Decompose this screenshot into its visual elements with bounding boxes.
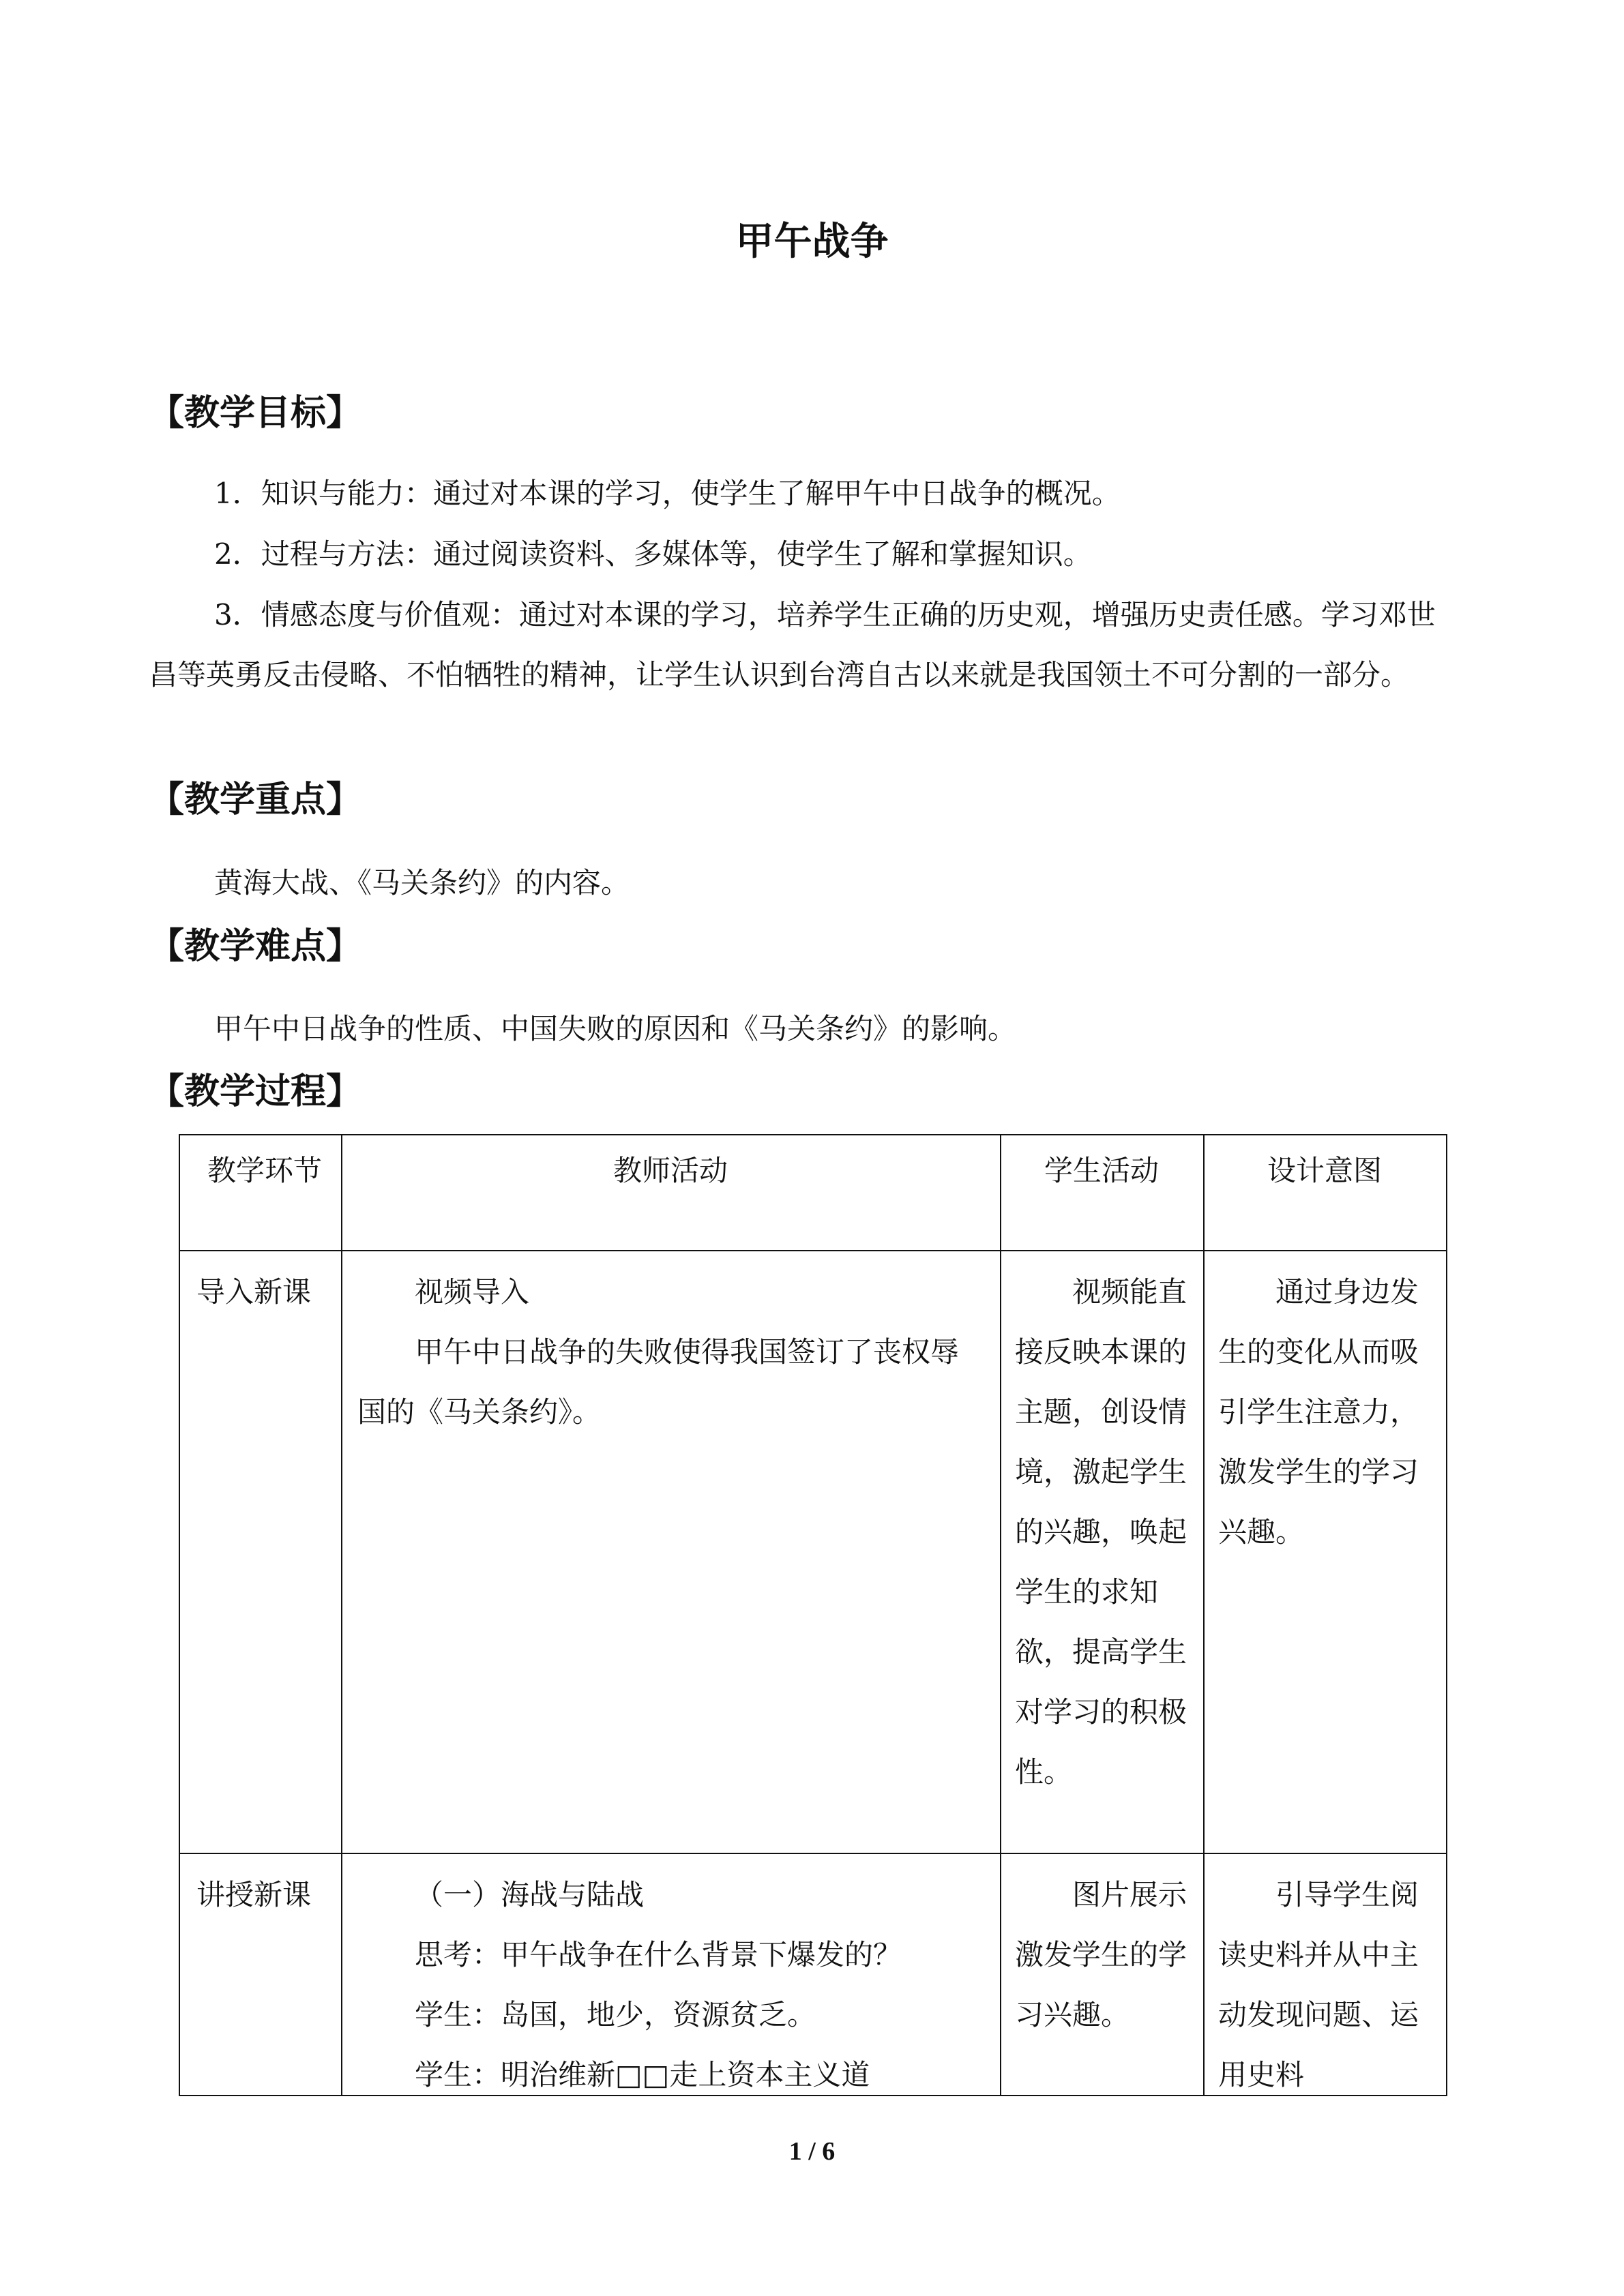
row1-intent-text: 通过身边发生的变化从而吸引学生注意力，激发学生的学习兴趣。	[1218, 1275, 1419, 1549]
teaching-process-table	[179, 1134, 1447, 2096]
heading-teaching-process: 【教学过程】	[149, 1071, 362, 1112]
row1-teacher	[357, 1262, 985, 1442]
row2-student	[1015, 1865, 1190, 2045]
difficulties-text: 甲午中日战争的性质、中国失败的原因和《马关条约》的影响。	[214, 1012, 1017, 1045]
row2-teacher-line-3: 学生：岛国，地少，资源贫乏。	[415, 1998, 816, 2031]
heading-difficulties: 【教学难点】	[149, 926, 362, 967]
goal-item-3: 3．情感态度与价值观：通过对本课的学习，培养学生正确的历史观，增强历史责任感。学习邓世昌等英勇反击侵略、不怕牺牲的精神，让学生认识到台湾自古以来就是我国领土不可分割的一部分。	[149, 598, 1436, 691]
row1-stage: 导入新课	[196, 1275, 312, 1309]
row2-teacher-line-4: 学生：明治维新□□走上资本主义道	[415, 2058, 870, 2091]
header-teacher: 教师活动	[612, 1154, 728, 1187]
row2-teacher-line-2: 思考：甲午战争在什么背景下爆发的？	[415, 1938, 902, 1971]
row2-intent	[1218, 1865, 1423, 2090]
row2-teacher	[357, 1865, 985, 2105]
goal-item-2: 2．过程与方法：通过阅读资料、多媒体等，使学生了解和掌握知识。	[214, 537, 1092, 571]
header-stage: 教学环节	[207, 1154, 322, 1187]
row2-student-text: 图片展示激发学生的学习兴趣。	[1015, 1878, 1187, 2031]
row1-teacher-line-1: 视频导入	[415, 1275, 530, 1309]
row1-intent	[1218, 1262, 1423, 1562]
page-title: 甲午战争	[735, 220, 889, 264]
header-intent: 设计意图	[1267, 1154, 1382, 1187]
key-points-text: 黄海大战、《马关条约》的内容。	[214, 866, 630, 899]
page-number: 1 / 6	[788, 2137, 836, 2166]
row1-teacher-line-2: 甲午中日战争的失败使得我国签订了丧权辱国的《马关条约》。	[357, 1335, 960, 1429]
heading-key-points: 【教学重点】	[149, 779, 362, 820]
row2-teacher-line-1: （一）海战与陆战	[415, 1878, 645, 1911]
row2-intent-text: 引导学生阅读史料并从中主动发现问题、运用史料	[1218, 1878, 1419, 2090]
row2-stage: 讲授新课	[196, 1878, 312, 1911]
row1-student-text: 视频能直接反映本课的主题，创设情境，激起学生的兴趣，唤起学生的求知欲，提高学生对学习的积极性。	[1015, 1275, 1187, 1789]
row1-student	[1015, 1262, 1190, 1802]
header-student: 学生活动	[1044, 1154, 1159, 1187]
heading-teaching-goals: 【教学目标】	[149, 393, 362, 434]
goal-item-1: 1．知识与能力：通过对本课的学习，使学生了解甲午中日战争的概况。	[214, 477, 1121, 510]
